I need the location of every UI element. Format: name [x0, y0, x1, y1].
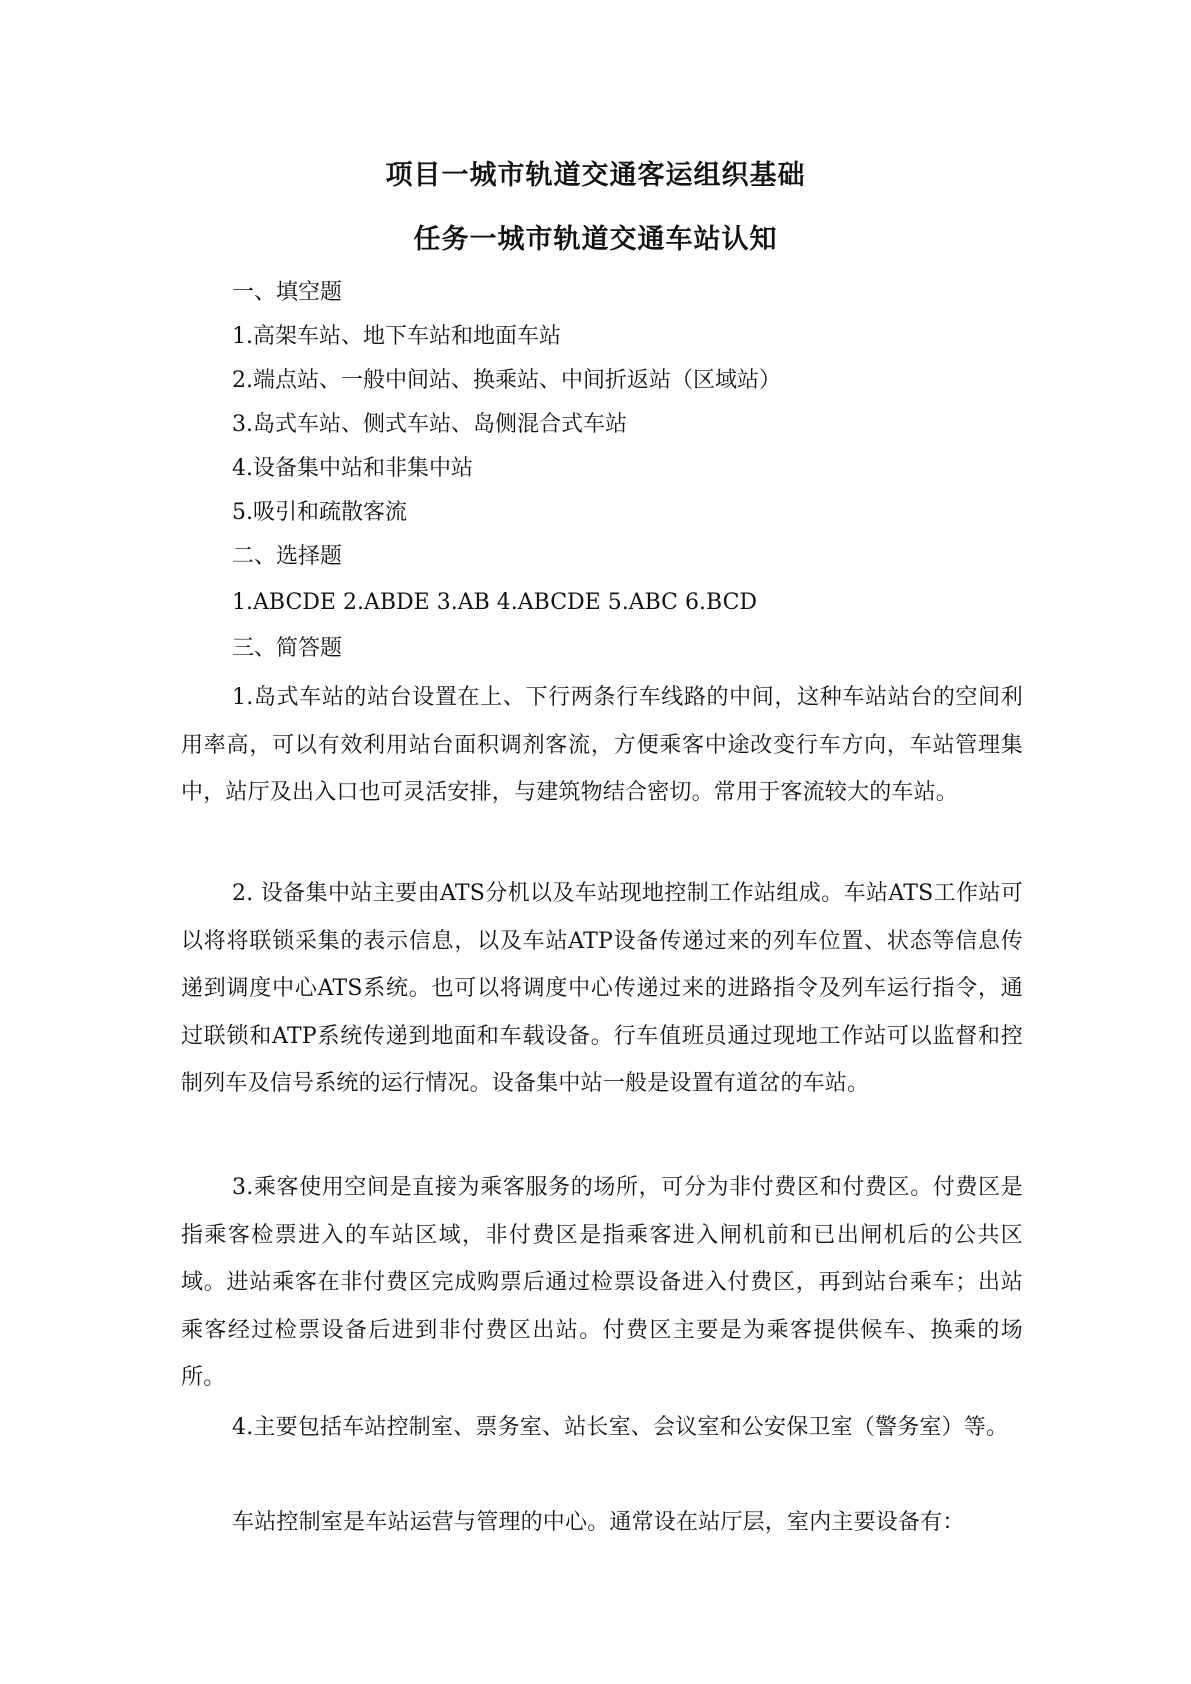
- section-heading-short-answer: 三、简答题: [232, 636, 343, 661]
- fill-in-answer-5: 5.吸引和疏散客流: [232, 500, 407, 525]
- page-subtitle: 任务一城市轨道交通车站认知: [413, 224, 778, 255]
- short-answer-paragraph-3: 3.乘客使用空间是直接为乘客服务的场所，可分为非付费区和付费区。付费区是指乘客检票进入的车站区域，非付费区是指乘客进入闸机前和已出闸机后的公共区域。进站乘客在非付费区完成购票后通过检票设备进入付费区，再到站台乘车；出站乘客经过检票设备后进到非付费区出站。付费区主要是为乘客提供候车、换乘的场所。: [181, 1175, 1023, 1390]
- short-answer-paragraph-2: 2. 设备集中站主要由ATS分机以及车站现地控制工作站组成。车站ATS工作站可以将将联锁采集的表示信息，以及车站ATP设备传递过来的列车位置、状态等信息传递到调度中心ATS系统。也可以将调度中心传递过来的进路指令及列车运行指令，通过联锁和ATP系统传递到地面和车载设备。行车值班员通过现地工作站可以监督和控制列车及信号系统的运行情况。设备集中站一般是设置有道岔的车站。: [181, 881, 1023, 1096]
- fill-in-answer-4: 4.设备集中站和非集中站: [232, 456, 473, 481]
- page-title: 项目一城市轨道交通客运组织基础: [385, 160, 806, 191]
- section-heading-fill-in: 一、填空题: [232, 280, 343, 305]
- short-answer-paragraph-5: 车站控制室是车站运营与管理的中心。通常设在站厅层，室内主要设备有：: [232, 1510, 965, 1535]
- short-answer-paragraph-4: 4.主要包括车站控制室、票务室、站长室、会议室和公安保卫室（警务室）等。: [232, 1415, 1009, 1440]
- short-answer-paragraph-1: 1.岛式车站的站台设置在上、下行两条行车线路的中间，这种车站站台的空间利用率高，可以有效利用站台面积调剂客流，方便乘客中途改变行车方向，车站管理集中，站厅及出入口也可灵活安排，与建筑物结合密切。常用于客流较大的车站。: [181, 685, 1023, 805]
- fill-in-answer-1: 1.高架车站、地下车站和地面车站: [232, 324, 561, 349]
- fill-in-answer-3: 3.岛式车站、侧式车站、岛侧混合式车站: [232, 412, 627, 437]
- fill-in-answer-2: 2.端点站、一般中间站、换乘站、中间折返站（区域站）: [232, 368, 781, 393]
- section-heading-multiple-choice: 二、选择题: [232, 544, 343, 569]
- multiple-choice-answers: 1.ABCDE 2.ABDE 3.AB 4.ABCDE 5.ABC 6.BCD: [232, 590, 758, 615]
